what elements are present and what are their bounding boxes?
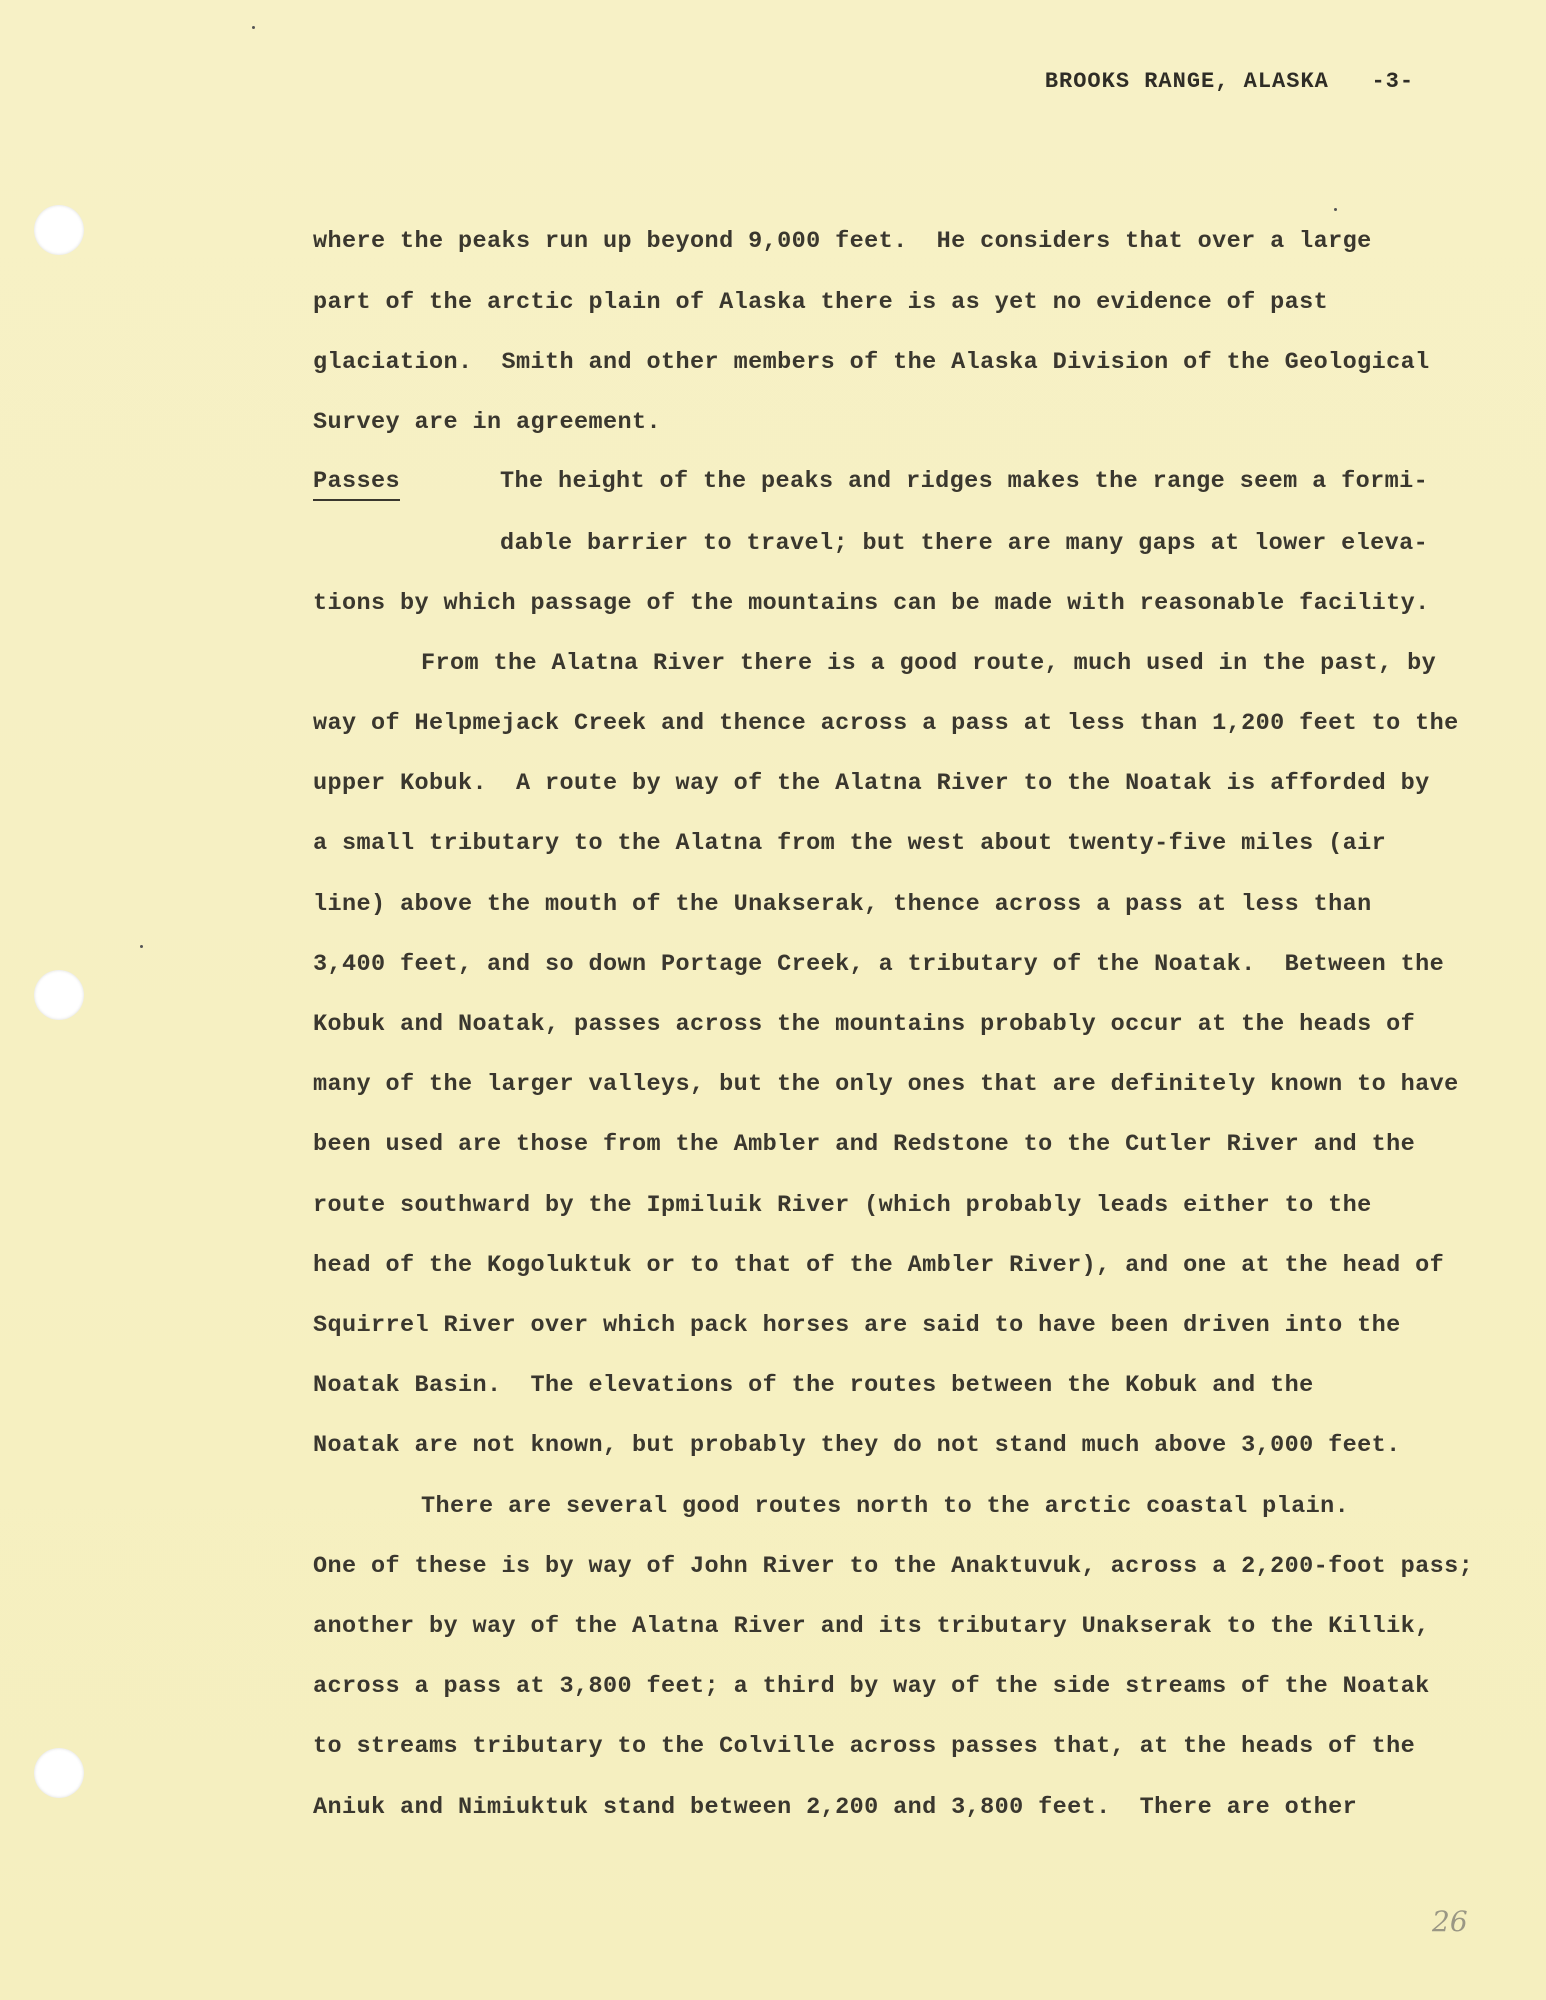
- punch-hole-bottom: [34, 1748, 84, 1798]
- text-line: upper Kobuk. A route by way of the Alatna River to the Noatak is afforded by: [313, 770, 1430, 797]
- paper-speck: [252, 26, 255, 29]
- text-line: many of the larger valleys, but the only ones that are definitely known to have: [313, 1071, 1459, 1098]
- text-line: One of these is by way of John River to the Anaktuvuk, across a 2,200-foot pass;: [313, 1553, 1474, 1580]
- text-line: head of the Kogoluktuk or to that of the Ambler River), and one at the head of: [313, 1252, 1445, 1279]
- text-line: Noatak Basin. The elevations of the routes between the Kobuk and the: [313, 1372, 1314, 1399]
- text-line: across a pass at 3,800 feet; a third by way of the side streams of the Noatak: [313, 1673, 1430, 1700]
- handwritten-page-number: 26: [1432, 1905, 1468, 1938]
- text-line: tions by which passage of the mountains can be made with reasonable facility.: [313, 590, 1430, 617]
- text-line: line) above the mouth of the Unakserak, thence across a pass at less than: [313, 891, 1372, 918]
- text-line: been used are those from the Ambler and Redstone to the Cutler River and the: [313, 1131, 1416, 1158]
- text-line: glaciation. Smith and other members of the Alaska Division of the Geological: [313, 349, 1430, 376]
- text-line: part of the arctic plain of Alaska there is as yet no evidence of past: [313, 289, 1329, 316]
- text-line: Kobuk and Noatak, passes across the mountains probably occur at the heads of: [313, 1011, 1416, 1038]
- text-line: another by way of the Alatna River and its tributary Unakserak to the Killik,: [313, 1613, 1430, 1640]
- punch-hole-top: [34, 205, 84, 255]
- text-line: Squirrel River over which pack horses are said to have been driven into the: [313, 1312, 1401, 1339]
- text-line: Noatak are not known, but probably they do not stand much above 3,000 feet.: [313, 1432, 1401, 1459]
- text-line: to streams tributary to the Colville across passes that, at the heads of the: [313, 1733, 1416, 1760]
- text-line: way of Helpmejack Creek and thence across a pass at less than 1,200 feet to the: [313, 710, 1459, 737]
- text-line: dable barrier to travel; but there are many gaps at lower eleva-: [500, 530, 1429, 557]
- header-page-marker: -3-: [1371, 69, 1415, 94]
- page-header: [988, 44, 1414, 119]
- punch-hole-middle: [34, 970, 84, 1020]
- text-line: The height of the peaks and ridges makes the range seem a formi-: [500, 468, 1429, 495]
- text-line: Aniuk and Nimiuktuk stand between 2,200 and 3,800 feet. There are other: [313, 1794, 1358, 1821]
- paper-speck: [1334, 208, 1337, 211]
- margin-heading-passes: Passes: [313, 468, 400, 501]
- text-line: a small tributary to the Alatna from the west about twenty-five miles (air: [313, 830, 1387, 857]
- text-line: From the Alatna River there is a good route, much used in the past, by: [421, 650, 1437, 677]
- text-line: route southward by the Ipmiluik River (which probably leads either to the: [313, 1192, 1372, 1219]
- text-line: where the peaks run up beyond 9,000 feet. He considers that over a large: [313, 228, 1372, 255]
- header-spacer: [1329, 69, 1372, 94]
- text-line: Survey are in agreement.: [313, 409, 662, 436]
- text-line: There are several good routes north to the arctic coastal plain.: [421, 1493, 1350, 1520]
- header-title: BROOKS RANGE, ALASKA: [1044, 69, 1329, 94]
- paper-speck: [140, 945, 143, 948]
- text-line: 3,400 feet, and so down Portage Creek, a tributary of the Noatak. Between the: [313, 951, 1445, 978]
